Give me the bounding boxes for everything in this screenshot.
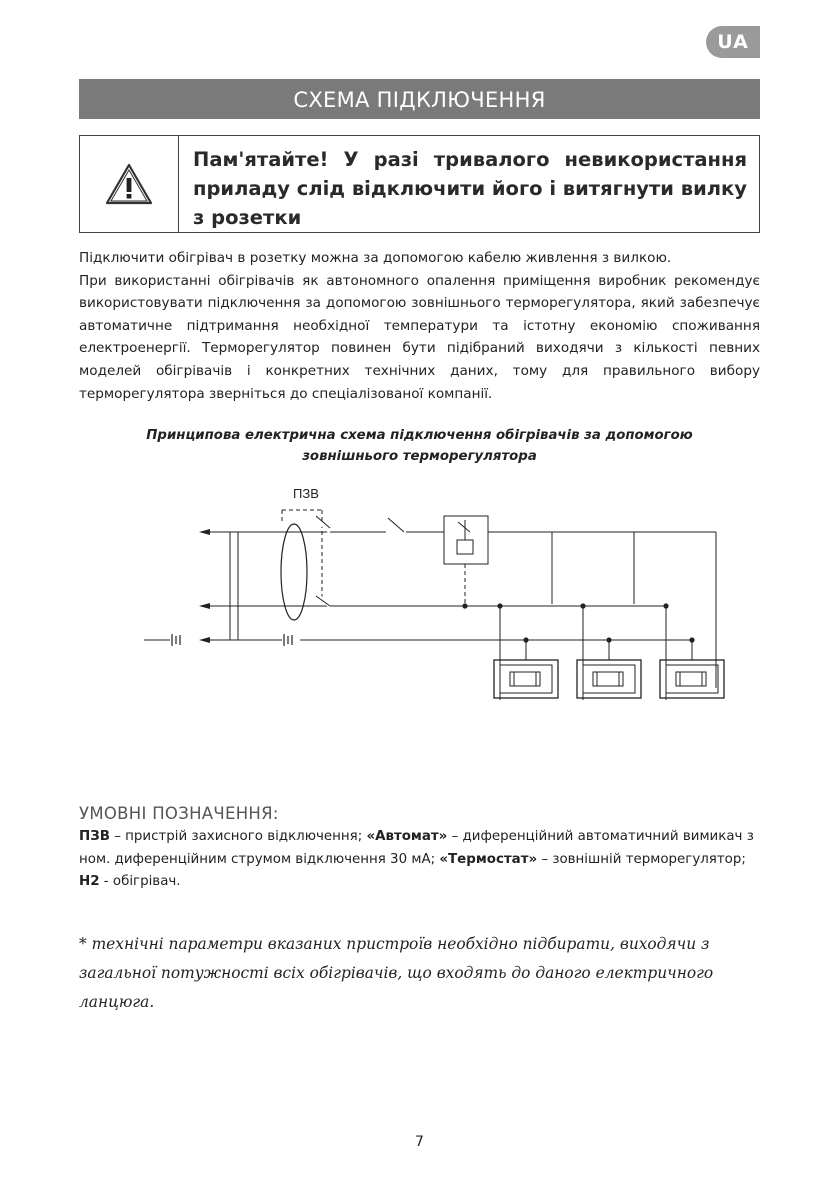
page-number: 7 bbox=[415, 1134, 424, 1150]
legend-text bbox=[79, 826, 769, 894]
wiring-diagram bbox=[130, 480, 740, 720]
junction-dots bbox=[462, 603, 694, 642]
automat-switch bbox=[386, 518, 406, 532]
legend-term: «Автомат» bbox=[366, 829, 448, 844]
section-title: СХЕМА ПІДКЛЮЧЕННЯ bbox=[79, 79, 760, 119]
diagram-caption bbox=[79, 425, 760, 467]
legend-term: «Термостат» bbox=[439, 851, 538, 867]
legend-definition: – диференційний автоматичний вимикач з ном. диференційним струмом відключення 30 мА; bbox=[79, 829, 754, 867]
legend-definition: – зовнішній терморегулятор; bbox=[537, 851, 746, 867]
body-paragraph: При використанні обігрівачів як автономного опалення приміщення виробник рекомендує використовувати підключення за допомогою зовнішнього терморегулятора, який забезпечує автоматичне підтримання необхідної температури та істотну економію споживання електроенергії. Терморегулятор повинен бути підібраний виходячи з кількості певних моделей обігрівачів і конкретних технічних даних, тому для правильного вибору терморегулятора зверніться до спеціалізованої компанії. bbox=[79, 272, 760, 402]
legend-title: УМОВНІ ПОЗНАЧЕННЯ: bbox=[79, 804, 279, 823]
label-pzv: ПЗВ bbox=[293, 486, 319, 501]
legend-definition: – пристрій захисного відключення; bbox=[109, 829, 367, 844]
footnote: * технічні параметри вказаних пристроїв необхідно підбирати, виходячи з загальної потужності всіх обігрівачів, що входять до даного електричного ланцюга. bbox=[79, 935, 714, 1011]
warning-text: Пам'ятайте! У разі тривалого невикористання приладу слід відключити його і витягнути вилку з розетки bbox=[193, 148, 747, 229]
heater bbox=[494, 660, 558, 698]
diagram-caption-line: зовнішнього терморегулятора bbox=[302, 449, 537, 464]
diagram-caption-line: Принципова електрична схема підключення обігрівачів за допомогою bbox=[146, 428, 693, 443]
thermostat-box bbox=[444, 516, 488, 606]
legend-term: ПЗВ bbox=[79, 829, 110, 844]
warning-box bbox=[79, 135, 760, 233]
language-badge: UA bbox=[706, 26, 760, 58]
warning-triangle-icon bbox=[104, 162, 154, 206]
warning-icon-cell bbox=[80, 136, 179, 232]
heater bbox=[577, 660, 641, 698]
body-paragraph: Підключити обігрівач в розетку можна за допомогою кабелю живлення з вилкою. bbox=[79, 250, 672, 266]
heater bbox=[660, 660, 724, 698]
arrowheads bbox=[199, 529, 210, 643]
body-text bbox=[79, 247, 760, 405]
legend-term: Н2 bbox=[79, 874, 100, 889]
legend-definition: - обігрівач. bbox=[99, 874, 181, 889]
